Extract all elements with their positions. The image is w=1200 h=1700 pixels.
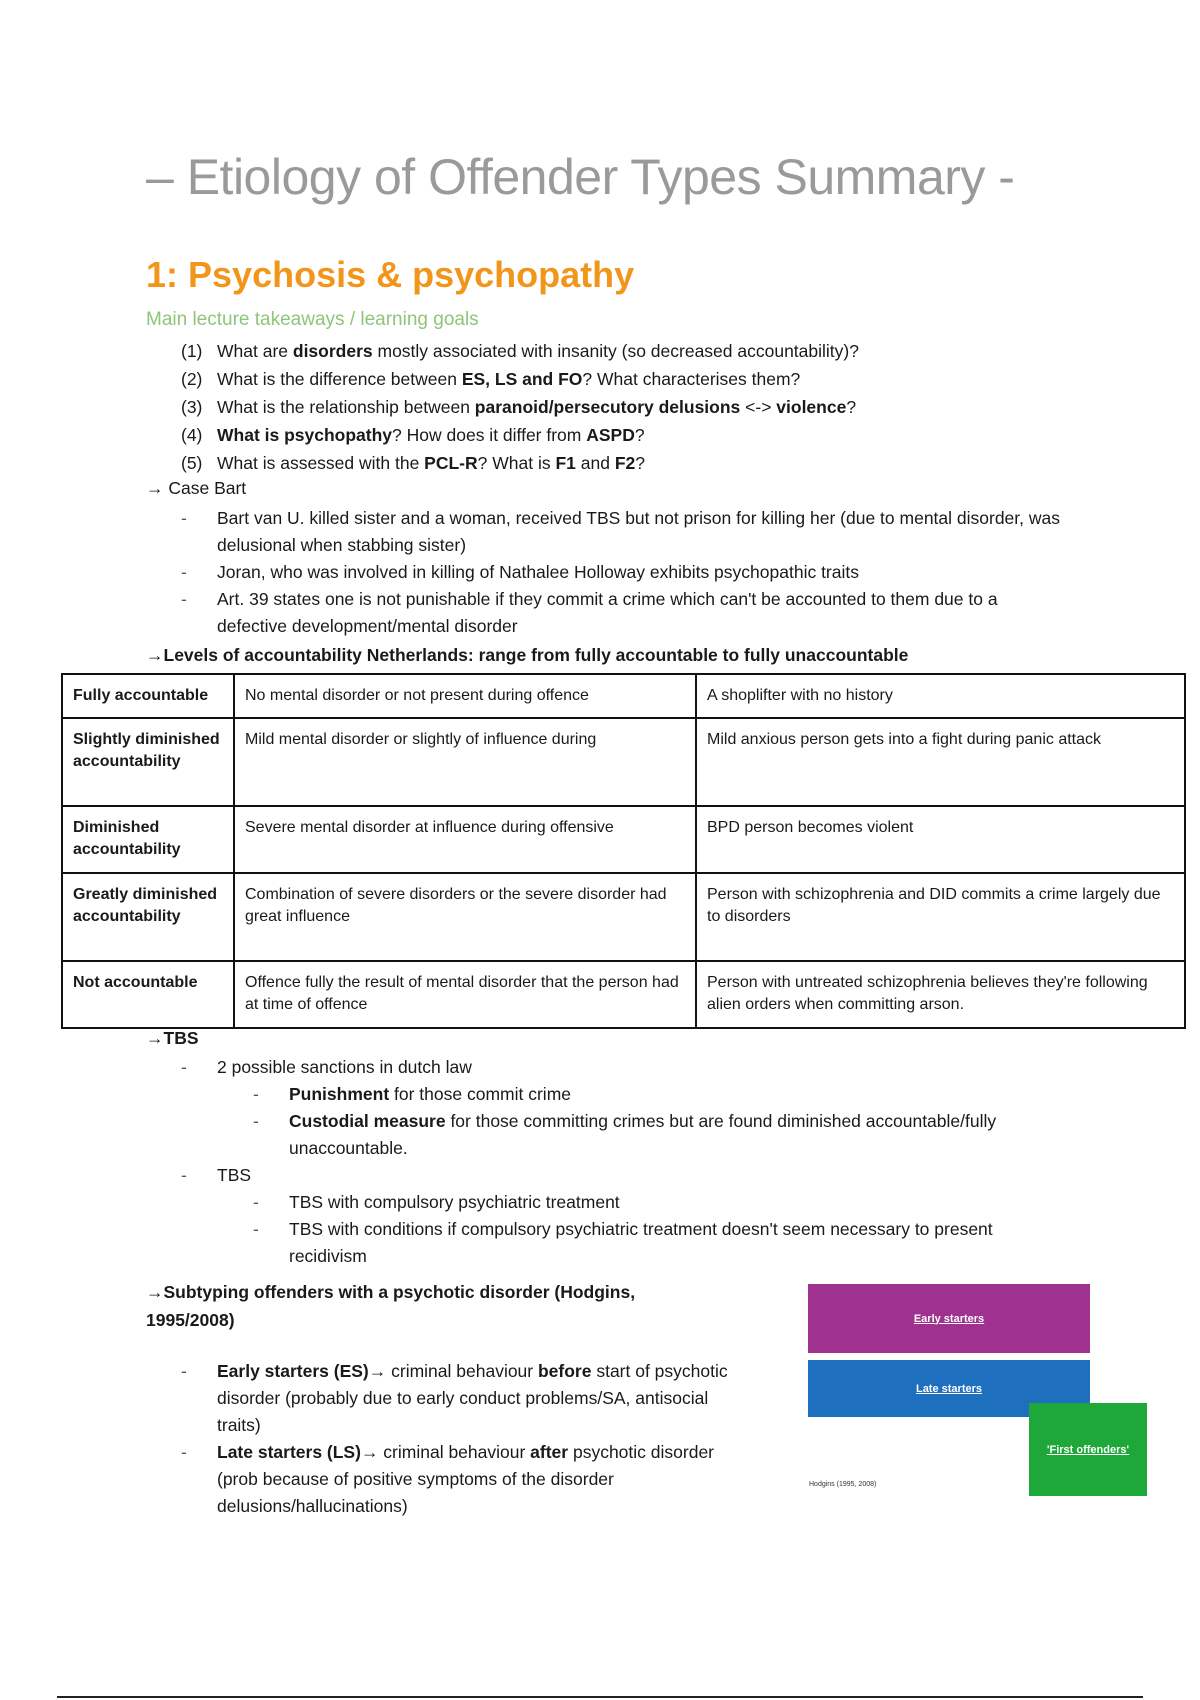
late-starters-box: Late starters	[808, 1360, 1090, 1417]
list-item: - Punishment for those commit crime	[181, 1081, 1061, 1108]
table-cell-example: A shoplifter with no history	[696, 674, 1185, 718]
table-cell-level: Not accountable	[62, 961, 234, 1028]
section-heading: 1: Psychosis & psychopathy	[146, 254, 635, 295]
levels-heading: →Levels of accountability Netherlands: range from fully accountable to fully unaccountable	[146, 645, 909, 665]
table-cell-level: Fully accountable	[62, 674, 234, 718]
figure-caption: Hodgins (1995, 2008)	[809, 1481, 877, 1488]
page-divider	[57, 1696, 1143, 1698]
table-row	[62, 806, 1185, 873]
list-item: - Bart van U. killed sister and a woman, received TBS but not prison for killing her (due to mental disorder, was delusional when stabbing sister)	[181, 505, 1061, 559]
table-cell-example: Mild anxious person gets into a fight during panic attack	[696, 718, 1185, 806]
table-cell-example: Person with schizophrenia and DID commits a crime largely due to disorders	[696, 873, 1185, 961]
list-item: - Early starters (ES)→ criminal behaviour before start of psychotic disorder (probably due to early conduct problems/SA, antisocial traits)	[181, 1358, 741, 1439]
table-cell-level: Diminished accountability	[62, 806, 234, 873]
learning-goal: (2) What is the difference between ES, LS and FO? What characterises them?	[181, 369, 801, 389]
subtyping-heading: →Subtyping offenders with a psychotic disorder (Hodgins, 1995/2008)	[146, 1282, 636, 1330]
list-item: - Late starters (LS)→ criminal behaviour after psychotic disorder (prob because of positive symptoms of the disorder delusions/hallucinations)	[181, 1439, 741, 1520]
learning-goal: (5) What is assessed with the PCL-R? What is F1 and F2?	[181, 453, 645, 473]
case-bart-list	[181, 505, 1061, 640]
table-cell-level: Greatly diminished accountability	[62, 873, 234, 961]
learning-goals-list	[181, 337, 859, 477]
list-item: - TBS	[181, 1162, 1061, 1189]
table-cell-level: Slightly diminished accountability	[62, 718, 234, 806]
table-cell-example: Person with untreated schizophrenia believes they're following alien orders when committing arson.	[696, 961, 1185, 1028]
early-starters-box: Early starters	[808, 1284, 1090, 1353]
first-offenders-box: 'First offenders'	[1029, 1403, 1147, 1496]
learning-goal: (1) What are disorders mostly associated with insanity (so decreased accountability)?	[181, 341, 859, 361]
case-bart-heading: → Case Bart	[146, 478, 247, 498]
list-item: - Joran, who was involved in killing of Nathalee Holloway exhibits psychopathic traits	[181, 559, 1061, 586]
learning-goals-heading: Main lecture takeaways / learning goals	[146, 309, 479, 330]
learning-goal: (4) What is psychopathy? How does it differ from ASPD?	[181, 425, 645, 445]
table-row	[62, 961, 1185, 1028]
list-item: - TBS with conditions if compulsory psychiatric treatment doesn't seem necessary to present recidivism	[181, 1216, 1061, 1270]
accountability-table	[61, 673, 1186, 1029]
table-cell-description: Mild mental disorder or slightly of influence during	[234, 718, 696, 806]
table-row	[62, 674, 1185, 718]
learning-goal: (3) What is the relationship between paranoid/persecutory delusions <-> violence?	[181, 397, 857, 417]
list-item: - TBS with compulsory psychiatric treatment	[181, 1189, 1061, 1216]
table-cell-description: No mental disorder or not present during offence	[234, 674, 696, 718]
list-item: - Custodial measure for those committing crimes but are found diminished accountable/fully unaccountable.	[181, 1108, 1061, 1162]
table-row	[62, 873, 1185, 961]
table-cell-description: Severe mental disorder at influence during offensive	[234, 806, 696, 873]
table-cell-example: BPD person becomes violent	[696, 806, 1185, 873]
tbs-list	[181, 1054, 1061, 1270]
table-cell-description: Offence fully the result of mental disorder that the person had at time of offence	[234, 961, 696, 1028]
table-row	[62, 718, 1185, 806]
list-item: - Art. 39 states one is not punishable if they commit a crime which can't be accounted to them due to a defective development/mental disorder	[181, 586, 1061, 640]
table-cell-description: Combination of severe disorders or the severe disorder had great influence	[234, 873, 696, 961]
list-item: - 2 possible sanctions in dutch law	[181, 1054, 1061, 1081]
subtyping-list	[181, 1358, 741, 1520]
document-title: – Etiology of Offender Types Summary -	[146, 149, 1015, 205]
tbs-heading: →TBS	[146, 1028, 199, 1048]
